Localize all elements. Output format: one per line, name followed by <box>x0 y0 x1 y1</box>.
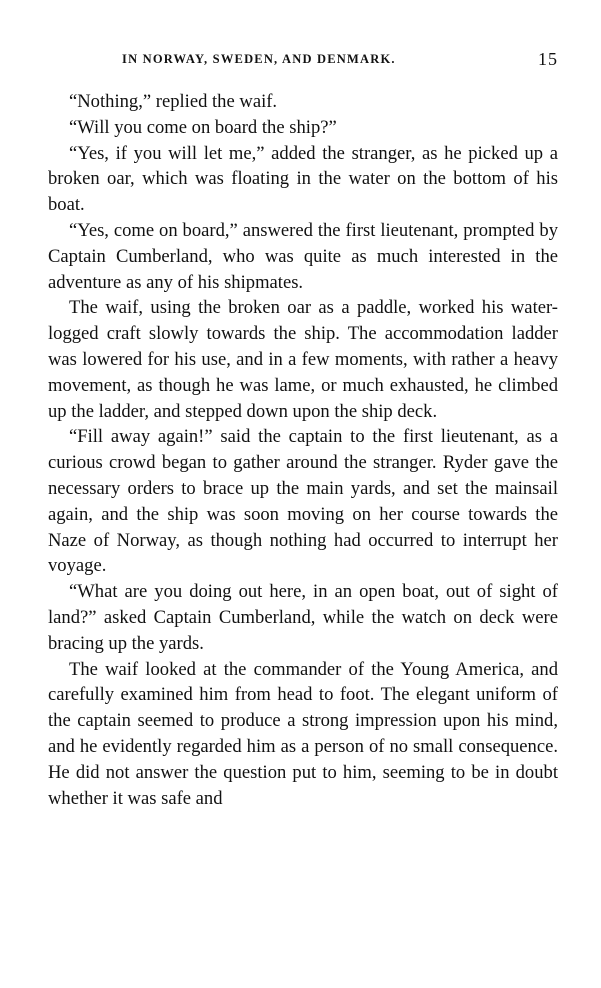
paragraph: “Yes, come on board,” answered the first lieutenant, prompted by Captain Cumberland, who was quite as much interested in the adventure as any of his shipmates. <box>48 219 558 293</box>
running-header <box>48 49 558 72</box>
paragraph: “What are you doing out here, in an open boat, out of sight of land?” asked Captain Cumberland, while the watch on deck were bracing up the yards. <box>48 581 558 654</box>
page-number: 15 <box>538 49 558 69</box>
body-text <box>48 89 558 811</box>
paragraph: The waif looked at the commander of the Young America, and carefully examined him from head to foot. The elegant uniform of the captain seemed to produce a strong impression upon his mind, and he evidently regarded him as a person of no small consequence. He did not answer the question put to him, seeming to be in doubt whether it was safe and <box>48 658 558 809</box>
paragraph: “Yes, if you will let me,” added the stranger, as he picked up a broken oar, which was floating in the water on the bottom of his boat. <box>48 142 558 216</box>
paragraph: “Will you come on board the ship?” <box>69 116 337 138</box>
running-title: IN NORWAY, SWEDEN, AND DENMARK. <box>122 52 396 66</box>
paragraph: “Fill away again!” said the captain to the first lieutenant, as a curious crowd began to gather around the stranger. Ryder gave the necessary orders to brace up the main yards, and set the mainsail again, and the ship was soon moving on her course towards the Naze of Norway, as though nothing had occurred to interrupt her voyage. <box>48 426 558 577</box>
paragraph: “Nothing,” replied the waif. <box>69 91 278 112</box>
paragraph: The waif, using the broken oar as a paddle, worked his water-logged craft slowly towards the ship. The accommodation ladder was lowered for his use, and in a few moments, with rather a heavy movement, as though he was lame, or much exhausted, he climbed up the ladder, and stepped down upon the ship deck. <box>48 297 558 422</box>
